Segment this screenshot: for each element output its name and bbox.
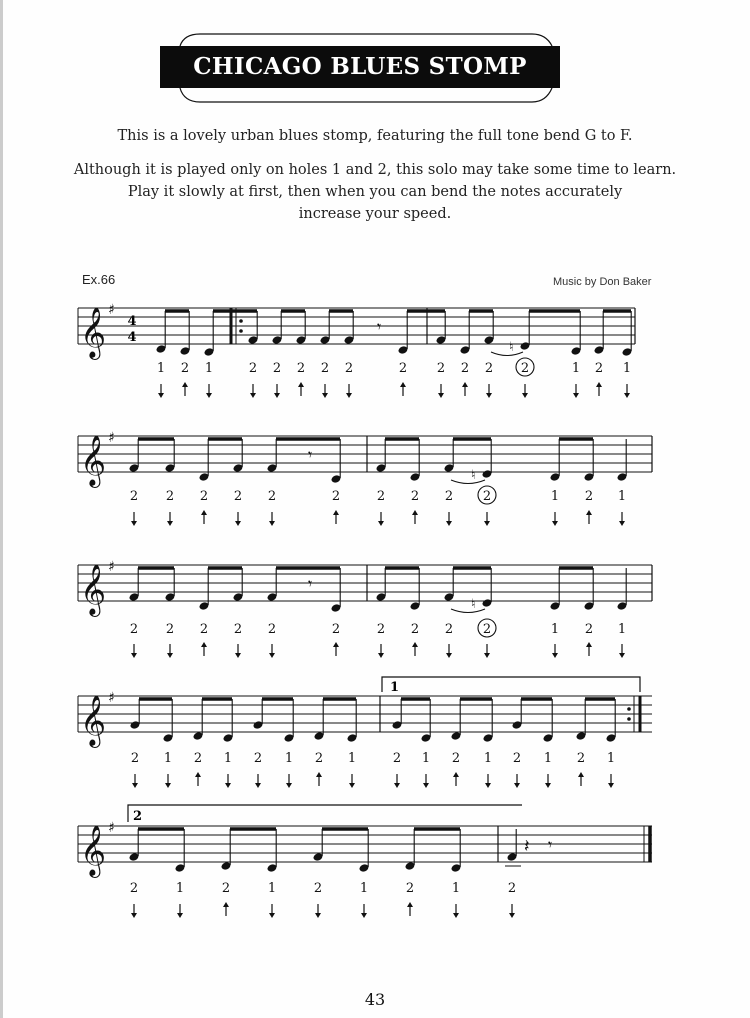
example-label: Ex.66 [82, 272, 116, 287]
hole-number: 1 [359, 881, 369, 896]
hole-number: 1 [550, 489, 560, 504]
hole-number: 2 [199, 489, 209, 504]
down-arrow-icon [346, 393, 352, 398]
up-arrow-icon [462, 382, 468, 387]
second-ending-label: 2 [133, 809, 143, 824]
hole-number: 2 [512, 751, 522, 766]
down-arrow-icon [423, 783, 429, 788]
hole-number: 2 [313, 881, 323, 896]
music-credit: Music by Don Baker [553, 276, 652, 288]
down-arrow-icon [484, 521, 490, 526]
up-arrow-icon [407, 902, 413, 907]
down-arrow-icon [167, 653, 173, 658]
down-arrow-icon [225, 783, 231, 788]
down-arrow-icon [177, 913, 183, 918]
treble-clef-icon: 𝄞 [80, 435, 107, 486]
down-arrow-icon [485, 783, 491, 788]
treble-clef-icon: 𝄞 [80, 695, 107, 746]
repeat-dot [627, 707, 631, 711]
hole-number: 2 [520, 361, 530, 376]
sharp-icon: ♯ [108, 690, 115, 706]
down-arrow-icon [250, 393, 256, 398]
intro-line-4: increase your speed. [298, 206, 452, 222]
down-arrow-icon [624, 393, 630, 398]
hole-number: 1 [550, 622, 560, 637]
sharp-icon: ♯ [108, 302, 115, 318]
hole-number: 2 [444, 622, 454, 637]
hole-number: 2 [180, 361, 190, 376]
down-arrow-icon [131, 913, 137, 918]
down-arrow-icon [206, 393, 212, 398]
intro-line-1: This is a lovely urban blues stomp, featuring the full tone bend G to F. [117, 128, 633, 144]
up-arrow-icon [586, 642, 592, 647]
down-arrow-icon [514, 783, 520, 788]
first-ending-bracket [382, 677, 640, 692]
hole-number: 2 [296, 361, 306, 376]
tie [451, 480, 485, 484]
down-arrow-icon [269, 653, 275, 658]
up-arrow-icon [412, 510, 418, 515]
down-arrow-icon [361, 913, 367, 918]
hole-number: 2 [482, 622, 492, 637]
hole-number: 1 [571, 361, 581, 376]
down-arrow-icon [167, 521, 173, 526]
hole-number: 2 [410, 489, 420, 504]
time-signature-top: 4 [127, 314, 137, 329]
hole-number: 2 [193, 751, 203, 766]
hole-number: 2 [484, 361, 494, 376]
down-arrow-icon [552, 653, 558, 658]
hole-number: 1 [175, 881, 185, 896]
hole-number: 1 [606, 751, 616, 766]
hole-number: 2 [199, 622, 209, 637]
hole-number: 1 [483, 751, 493, 766]
hole-number: 2 [584, 489, 594, 504]
treble-clef-icon: 𝄞 [80, 825, 107, 876]
intro-line-2: Although it is played only on holes 1 and 2, this solo may take some time to learn. [73, 162, 677, 178]
hole-number: 2 [314, 751, 324, 766]
hole-number: 2 [233, 489, 243, 504]
time-signature-bottom: 4 [127, 330, 137, 345]
down-arrow-icon [509, 913, 515, 918]
down-arrow-icon [545, 783, 551, 788]
down-arrow-icon [438, 393, 444, 398]
hole-number: 2 [376, 622, 386, 637]
tie [451, 609, 485, 613]
hole-number: 2 [482, 489, 492, 504]
repeat-dot [239, 329, 243, 333]
first-ending-label: 1 [390, 680, 400, 695]
down-arrow-icon [132, 783, 138, 788]
down-arrow-icon [378, 653, 384, 658]
page-title: CHICAGO BLUES STOMP [193, 53, 527, 80]
hole-number: 2 [129, 489, 139, 504]
up-arrow-icon [412, 642, 418, 647]
treble-clef-icon: 𝄞 [80, 307, 107, 358]
down-arrow-icon [269, 913, 275, 918]
up-arrow-icon [400, 382, 406, 387]
hole-number: 2 [130, 751, 140, 766]
down-arrow-icon [322, 393, 328, 398]
down-arrow-icon [286, 783, 292, 788]
down-arrow-icon [131, 653, 137, 658]
hole-number: 2 [344, 361, 354, 376]
up-arrow-icon [182, 382, 188, 387]
down-arrow-icon [608, 783, 614, 788]
repeat-dot [239, 319, 243, 323]
down-arrow-icon [235, 653, 241, 658]
hole-number: 1 [451, 881, 461, 896]
hole-number: 2 [584, 622, 594, 637]
treble-clef-icon: 𝄞 [80, 564, 107, 615]
second-ending-bracket [128, 805, 522, 822]
hole-number: 1 [617, 489, 627, 504]
down-arrow-icon [484, 653, 490, 658]
up-arrow-icon [316, 772, 322, 777]
down-arrow-icon [131, 521, 137, 526]
down-arrow-icon [522, 393, 528, 398]
hole-number: 2 [267, 622, 277, 637]
hole-number: 2 [507, 881, 517, 896]
down-arrow-icon [255, 783, 261, 788]
hole-number: 2 [331, 489, 341, 504]
hole-number: 1 [543, 751, 553, 766]
hole-number: 2 [233, 622, 243, 637]
hole-number: 1 [267, 881, 277, 896]
down-arrow-icon [446, 521, 452, 526]
up-arrow-icon [596, 382, 602, 387]
hole-number: 2 [576, 751, 586, 766]
intro-line-3: Play it slowly at first, then when you can bend the notes accurately [127, 184, 623, 200]
hole-number: 2 [410, 622, 420, 637]
natural-sign-icon: ♮ [471, 468, 476, 483]
hole-number: 1 [223, 751, 233, 766]
hole-number: 2 [436, 361, 446, 376]
down-arrow-icon [165, 783, 171, 788]
down-arrow-icon [619, 653, 625, 658]
up-arrow-icon [298, 382, 304, 387]
down-arrow-icon [269, 521, 275, 526]
sharp-icon: ♯ [108, 430, 115, 446]
hole-number: 1 [163, 751, 173, 766]
hole-number: 2 [376, 489, 386, 504]
quarter-rest-icon: 𝄽 [524, 836, 530, 857]
hole-number: 2 [444, 489, 454, 504]
up-arrow-icon [333, 642, 339, 647]
hole-number: 2 [594, 361, 604, 376]
hole-number: 2 [129, 881, 139, 896]
hole-number: 1 [421, 751, 431, 766]
eighth-rest-icon: 𝄾 [377, 317, 382, 336]
page-number: 43 [364, 990, 386, 1009]
down-arrow-icon [274, 393, 280, 398]
hole-number: 2 [460, 361, 470, 376]
hole-number: 2 [392, 751, 402, 766]
eighth-rest-icon: 𝄾 [308, 574, 313, 593]
down-arrow-icon [552, 521, 558, 526]
hole-number: 1 [156, 361, 166, 376]
hole-number: 2 [398, 361, 408, 376]
down-arrow-icon [235, 521, 241, 526]
up-arrow-icon [586, 510, 592, 515]
eighth-rest-icon: 𝄾 [548, 835, 553, 854]
hole-number: 2 [405, 881, 415, 896]
down-arrow-icon [158, 393, 164, 398]
hole-number: 2 [248, 361, 258, 376]
down-arrow-icon [619, 521, 625, 526]
hole-number: 2 [272, 361, 282, 376]
hole-number: 1 [204, 361, 214, 376]
natural-sign-icon: ♮ [471, 597, 476, 612]
down-arrow-icon [394, 783, 400, 788]
up-arrow-icon [201, 510, 207, 515]
down-arrow-icon [573, 393, 579, 398]
hole-number: 2 [267, 489, 277, 504]
up-arrow-icon [223, 902, 229, 907]
repeat-dot [627, 717, 631, 721]
down-arrow-icon [378, 521, 384, 526]
hole-number: 2 [320, 361, 330, 376]
hole-number: 1 [284, 751, 294, 766]
up-arrow-icon [195, 772, 201, 777]
hole-number: 1 [617, 622, 627, 637]
hole-number: 1 [622, 361, 632, 376]
down-arrow-icon [453, 913, 459, 918]
hole-number: 2 [331, 622, 341, 637]
hole-number: 2 [451, 751, 461, 766]
up-arrow-icon [453, 772, 459, 777]
down-arrow-icon [486, 393, 492, 398]
hole-number: 2 [221, 881, 231, 896]
hole-number: 2 [129, 622, 139, 637]
tie [491, 352, 523, 356]
up-arrow-icon [333, 510, 339, 515]
down-arrow-icon [446, 653, 452, 658]
up-arrow-icon [578, 772, 584, 777]
down-arrow-icon [349, 783, 355, 788]
eighth-rest-icon: 𝄾 [308, 445, 313, 464]
natural-sign-icon: ♮ [509, 340, 514, 355]
hole-number: 2 [253, 751, 263, 766]
sharp-icon: ♯ [108, 820, 115, 836]
hole-number: 2 [165, 489, 175, 504]
hole-number: 2 [165, 622, 175, 637]
up-arrow-icon [201, 642, 207, 647]
sharp-icon: ♯ [108, 559, 115, 575]
down-arrow-icon [315, 913, 321, 918]
hole-number: 1 [347, 751, 357, 766]
